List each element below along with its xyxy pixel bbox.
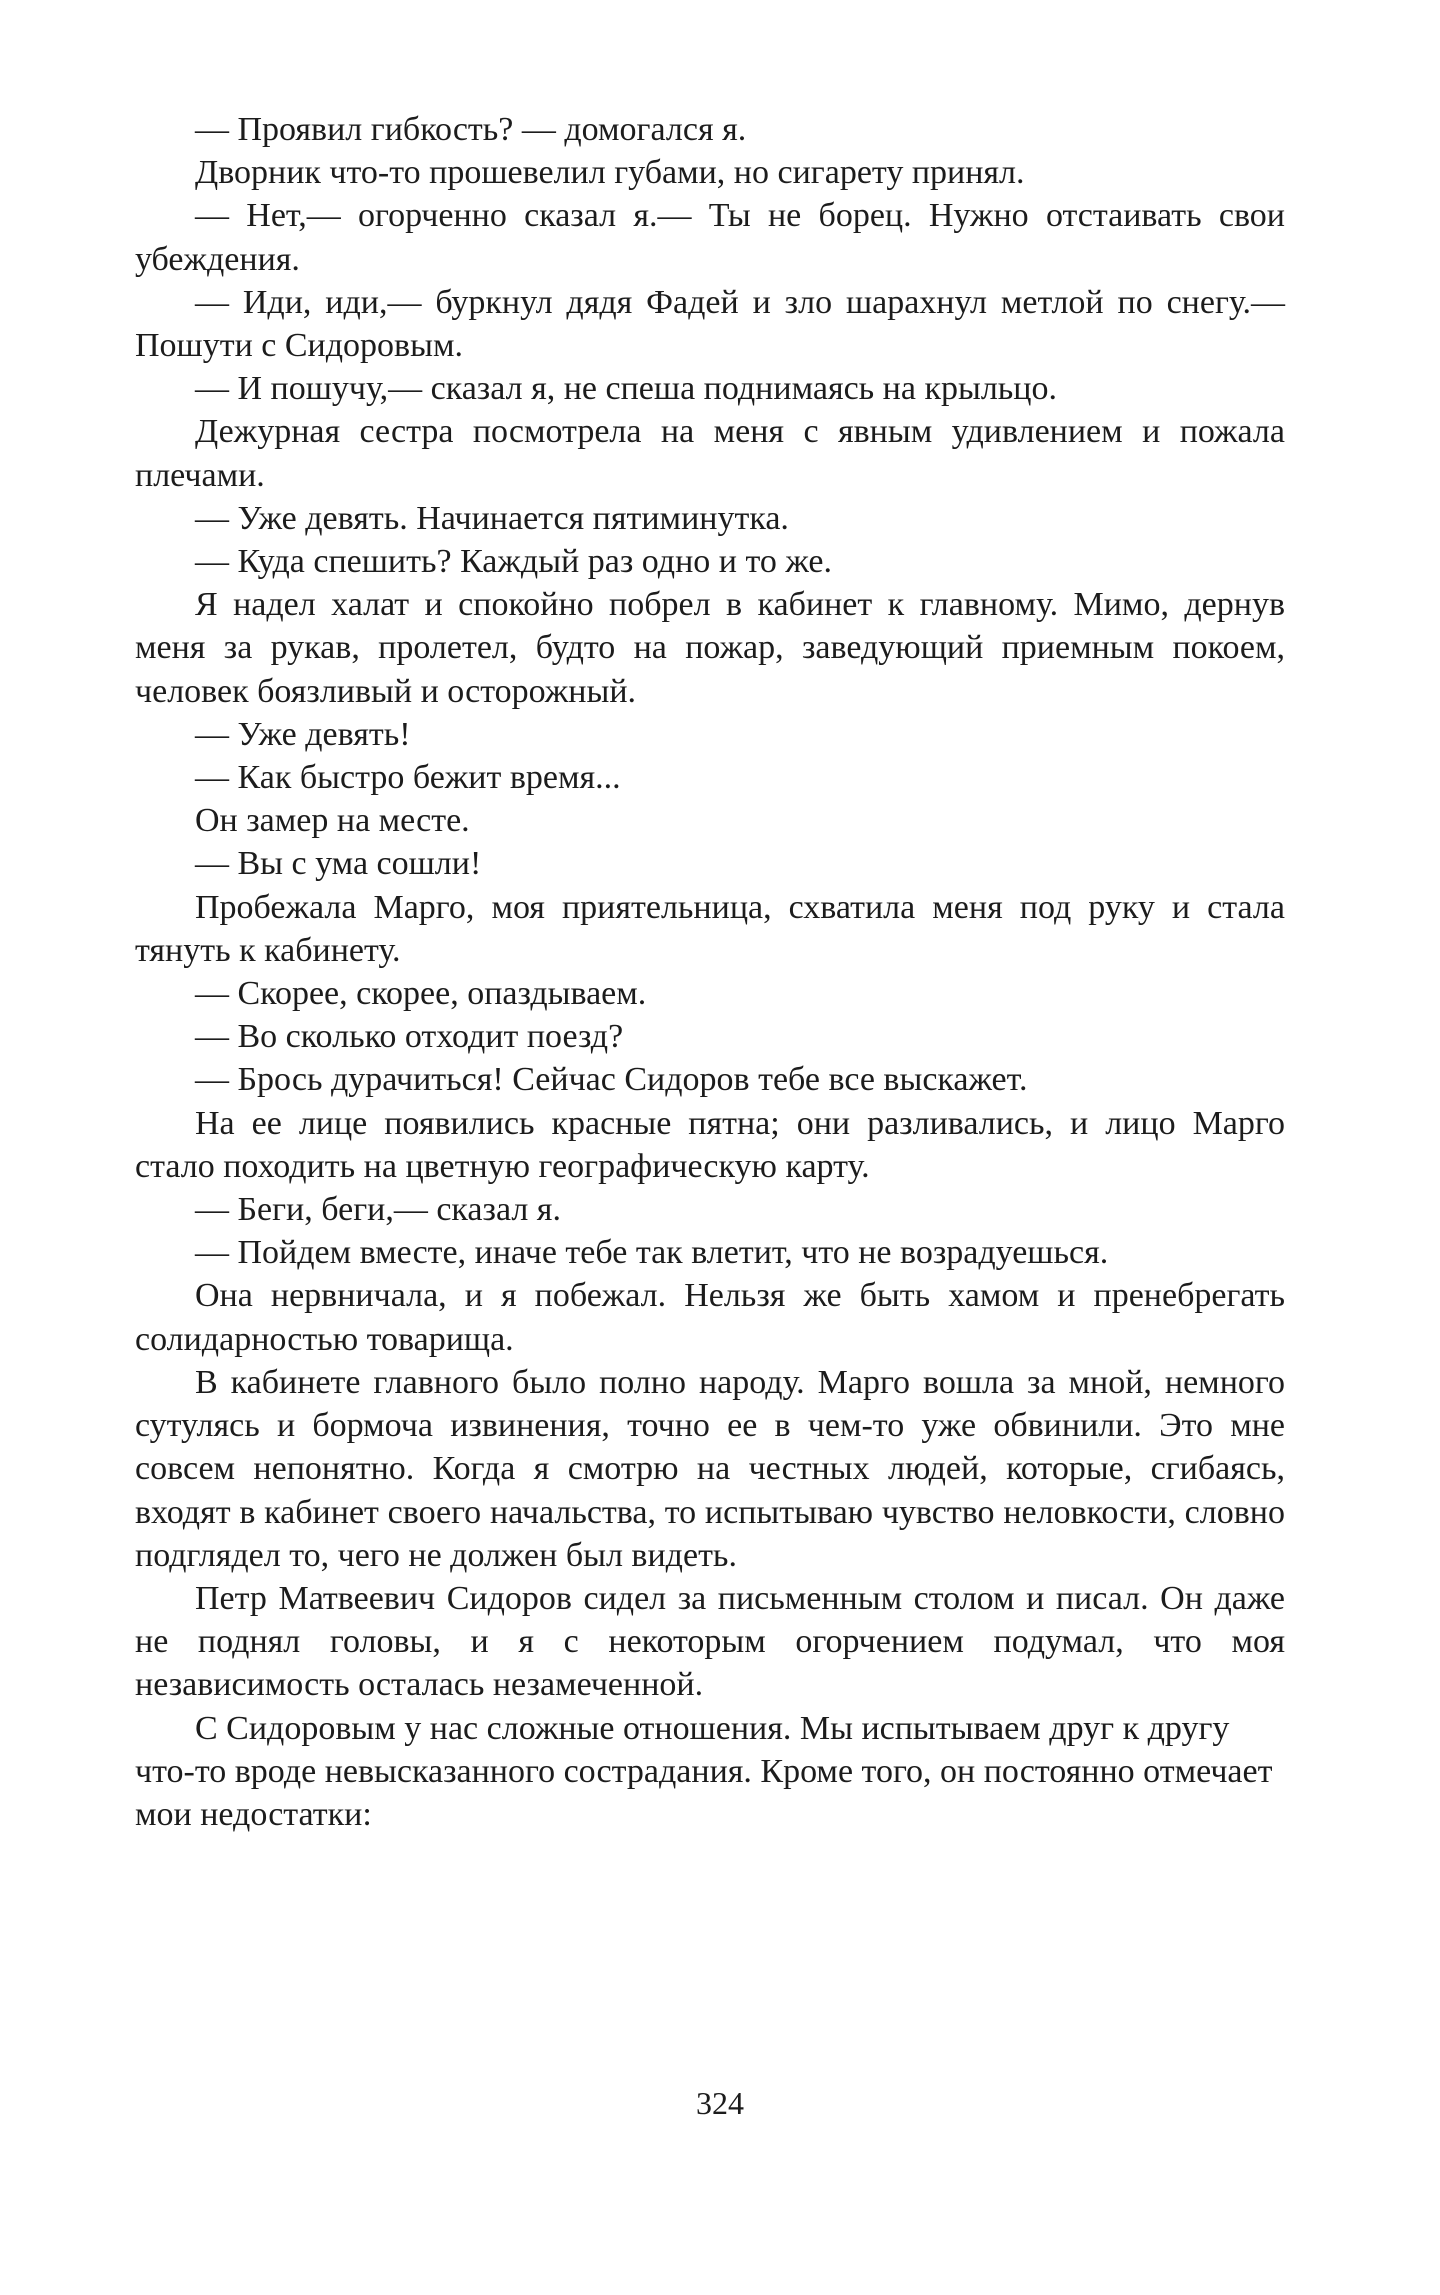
paragraph: — Пойдем вместе, иначе тебе так влетит, что не возрадуешься. [195, 1234, 1109, 1272]
paragraph: На ее лице появились красные пятна; они разливались, и лицо Марго стало походить на цветную географическую карту. [135, 1104, 1285, 1185]
paragraph: — Беги, беги,— сказал я. [195, 1191, 561, 1229]
page-text-block [135, 108, 1285, 1836]
paragraph: — Куда спешить? Каждый раз одно и то же. [195, 543, 833, 581]
paragraph: — Нет,— огорченно сказал я.— Ты не борец. Нужно отстаивать свои убеждения. [135, 197, 1285, 278]
paragraph: Я надел халат и спокойно побрел в кабинет к главному. Мимо, дернув меня за рукав, пролетел, будто на пожар, заведующий приемным покоем, человек боязливый и осторожный. [135, 586, 1285, 710]
paragraph: С Сидоровым у нас сложные отношения. Мы испытываем друг к другу что-то вроде невысказанного сострадания. Кроме того, он постоянно отмечает мои недостатки: [135, 1709, 1273, 1833]
paragraph: — Уже девять! [195, 715, 411, 753]
paragraph: — Проявил гибкость? — домогался я. [195, 111, 747, 148]
paragraph: В кабинете главного было полно народу. Марго вошла за мной, немного сутулясь и бормоча извинения, точно ее в чем-то уже обвинили. Это мне совсем непонятно. Когда я смотрю на честных людей, которые, сгибаясь, входят в кабинет своего начальства, то испытываю чувство неловкости, словно подглядел то, чего не должен был видеть. [135, 1363, 1285, 1574]
paragraph: Дворник что-то прошевелил губами, но сигарету принял. [195, 154, 1025, 192]
paragraph: — Иди, иди,— буркнул дядя Фадей и зло шарахнул метлой по снегу.— Пошути с Сидоровым. [135, 283, 1285, 365]
paragraph: Она нервничала, и я побежал. Нельзя же быть хамом и пренебрегать солидарностью товарища. [135, 1277, 1285, 1358]
page-number: 324 [696, 2085, 744, 2121]
paragraph: — Во сколько отходит поезд? [195, 1018, 624, 1056]
paragraph: — Уже девять. Начинается пятиминутка. [195, 499, 789, 537]
paragraph: Дежурная сестра посмотрела на меня с явным удивлением и пожала плечами. [135, 413, 1285, 494]
paragraph: Пробежала Марго, моя приятельница, схватила меня под руку и стала тянуть к кабинету. [135, 888, 1285, 969]
paragraph: — Как быстро бежит время... [195, 759, 621, 797]
paragraph: — И пошучу,— сказал я, не спеша поднимаясь на крыльцо. [195, 370, 1058, 408]
paragraph: Петр Матвеевич Сидоров сидел за письменным столом и писал. Он даже не поднял головы, и я с некоторым огорчением подумал, что моя независимость осталась незамеченной. [135, 1579, 1285, 1704]
paragraph: — Брось дурачиться! Сейчас Сидоров тебе все выскажет. [195, 1061, 1028, 1099]
paragraph: — Скорее, скорее, опаздываем. [195, 975, 647, 1013]
paragraph: Он замер на месте. [195, 802, 470, 840]
paragraph: — Вы с ума сошли! [195, 845, 482, 883]
